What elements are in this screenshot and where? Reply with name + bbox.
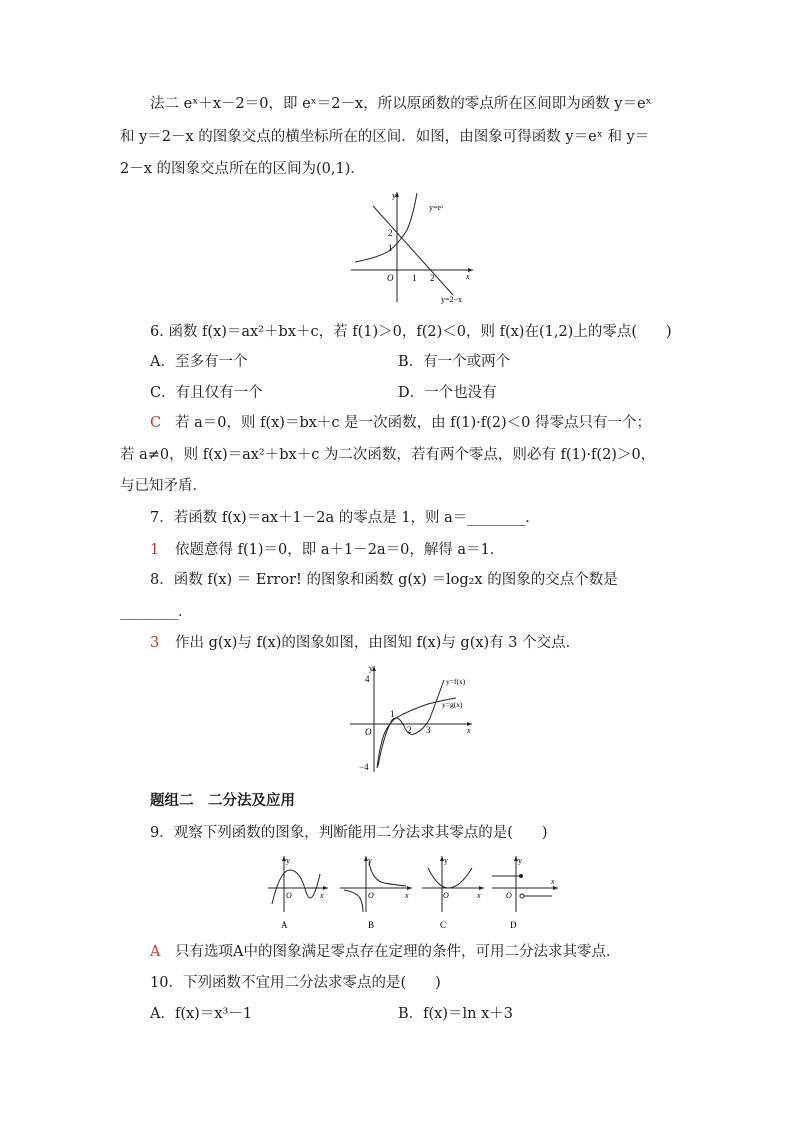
q9-c-x: x: [477, 891, 481, 900]
q6-solution-line-2: 若 a≠0，则 f(x)＝ax²＋bx＋c 为二次函数，若有两个零点，则必有 f(1)·f(2)＞0，: [120, 447, 656, 463]
fig2-tick-3: 3: [426, 725, 431, 735]
q6-option-a: A．至多有一个: [150, 354, 248, 370]
q10-stem: 10．下列函数不宜用二分法求零点的是( ): [150, 975, 441, 991]
fig1-y-label: y: [392, 191, 396, 200]
fig2-y-label: y: [369, 664, 373, 673]
q9-a-y: y: [286, 856, 290, 865]
q9-graphs: [262, 852, 562, 932]
q9-label-c: C: [440, 920, 447, 930]
fig2-tick-4: 4: [365, 674, 370, 684]
fig1-x-label: x: [466, 272, 470, 281]
q9-graph-d: [492, 856, 558, 930]
q6-option-c: C．有且仅有一个: [150, 385, 263, 401]
section-heading: 题组二 二分法及应用: [150, 792, 295, 809]
q9-a-x: x: [320, 891, 324, 900]
q9-graph-b: [340, 856, 412, 930]
q10-option-b: B．f(x)＝ln x＋3: [398, 1006, 514, 1022]
fig1-tick-x1: 1: [412, 273, 417, 283]
q9-c-o: O: [443, 891, 449, 900]
q8-answer: 3: [150, 635, 160, 651]
q9-b-y: y: [368, 856, 372, 865]
fig2-tick-1: 1: [390, 709, 395, 719]
q6-stem: 6. 函数 f(x)＝ax²＋bx＋c，若 f(1)＞0，f(2)＜0，则 f(x)在(1,2)上的零点( ): [150, 324, 672, 340]
fig2-tick-minus4: −4: [359, 762, 369, 772]
q9-d-x: x: [551, 877, 555, 886]
fig2-origin: O: [365, 727, 372, 737]
fig1-label-exp: y=eˣ: [429, 203, 444, 212]
q7-answer: 1: [150, 542, 160, 558]
fig2-label-g: y=g(x): [442, 700, 463, 709]
q9-d-o: O: [506, 891, 512, 900]
q9-a-o: O: [286, 891, 292, 900]
fig2-x-label: x: [467, 726, 471, 735]
q9-graph-c: [422, 856, 484, 930]
q8-solution: 作出 g(x)与 f(x)的图象如图，由图知 f(x)与 g(x)有 3 个交点．: [175, 635, 581, 651]
q9-label-a: A: [281, 920, 288, 930]
fig2-tick-2: 2: [407, 725, 412, 735]
q9-b-o: O: [368, 891, 374, 900]
q9-label-b: B: [368, 920, 375, 930]
q9-d-y: y: [518, 856, 522, 865]
q9-answer: A: [150, 944, 161, 960]
q9-stem: 9．观察下列函数的图象，判断能用二分法求其零点的是( ): [150, 825, 548, 841]
fig1-origin: O: [387, 273, 394, 283]
q9-c-y: y: [444, 856, 448, 865]
q7-solution: 依题意得 f(1)＝0，即 a＋1－2a＝0，解得 a＝1．: [175, 542, 505, 558]
q10-option-a: A．f(x)＝x³－1: [150, 1006, 253, 1022]
q9-graph-a: [268, 856, 328, 930]
figure-f-and-g: [348, 664, 478, 776]
figure-exp-and-line: [345, 188, 480, 306]
method-two-line-2: 和 y＝2－x 的图象交点的横坐标所在的区间．如图，由图象可得函数 y＝eˣ 和 y＝: [120, 129, 650, 145]
fig1-tick-y1: 1: [388, 243, 393, 253]
q6-answer: C: [150, 415, 162, 431]
q8-stem-line-2: ________．: [120, 604, 193, 620]
method-two-line-3: 2－x 的图象交点所在的区间为(0,1)．: [120, 161, 365, 177]
q9-b-x: x: [405, 891, 409, 900]
q6-option-d: D．一个也没有: [398, 385, 497, 401]
fig1-label-line: y=2−x: [441, 295, 463, 304]
fig1-tick-x2: 2: [430, 273, 435, 283]
fig1-tick-y2: 2: [388, 228, 393, 238]
q7-stem: 7．若函数 f(x)＝ax＋1－2a 的零点是 1，则 a＝________．: [150, 510, 540, 526]
q6-option-b: B．有一个或两个: [398, 354, 511, 370]
q6-solution-line-3: 与已知矛盾．: [120, 478, 207, 494]
q6-solution-line-1: 若 a＝0，则 f(x)＝bx＋c 是一次函数，由 f(1)·f(2)＜0 得零点只有一个；: [175, 415, 651, 431]
method-two-line-1: 法二 eˣ＋x－2＝0，即 eˣ＝2－x，所以原函数的零点所在区间即为函数 y＝eˣ: [150, 96, 652, 112]
q9-label-d: D: [510, 920, 517, 930]
q8-stem-line-1: 8．函数 f(x) ＝ Error! 的图象和函数 g(x) ＝log₂x 的图象的交点个数是: [150, 572, 618, 588]
q9-solution: 只有选项A中的图象满足零点存在定理的条件，可用二分法求其零点．: [175, 944, 621, 960]
fig2-label-f: y=f(x): [446, 677, 466, 686]
